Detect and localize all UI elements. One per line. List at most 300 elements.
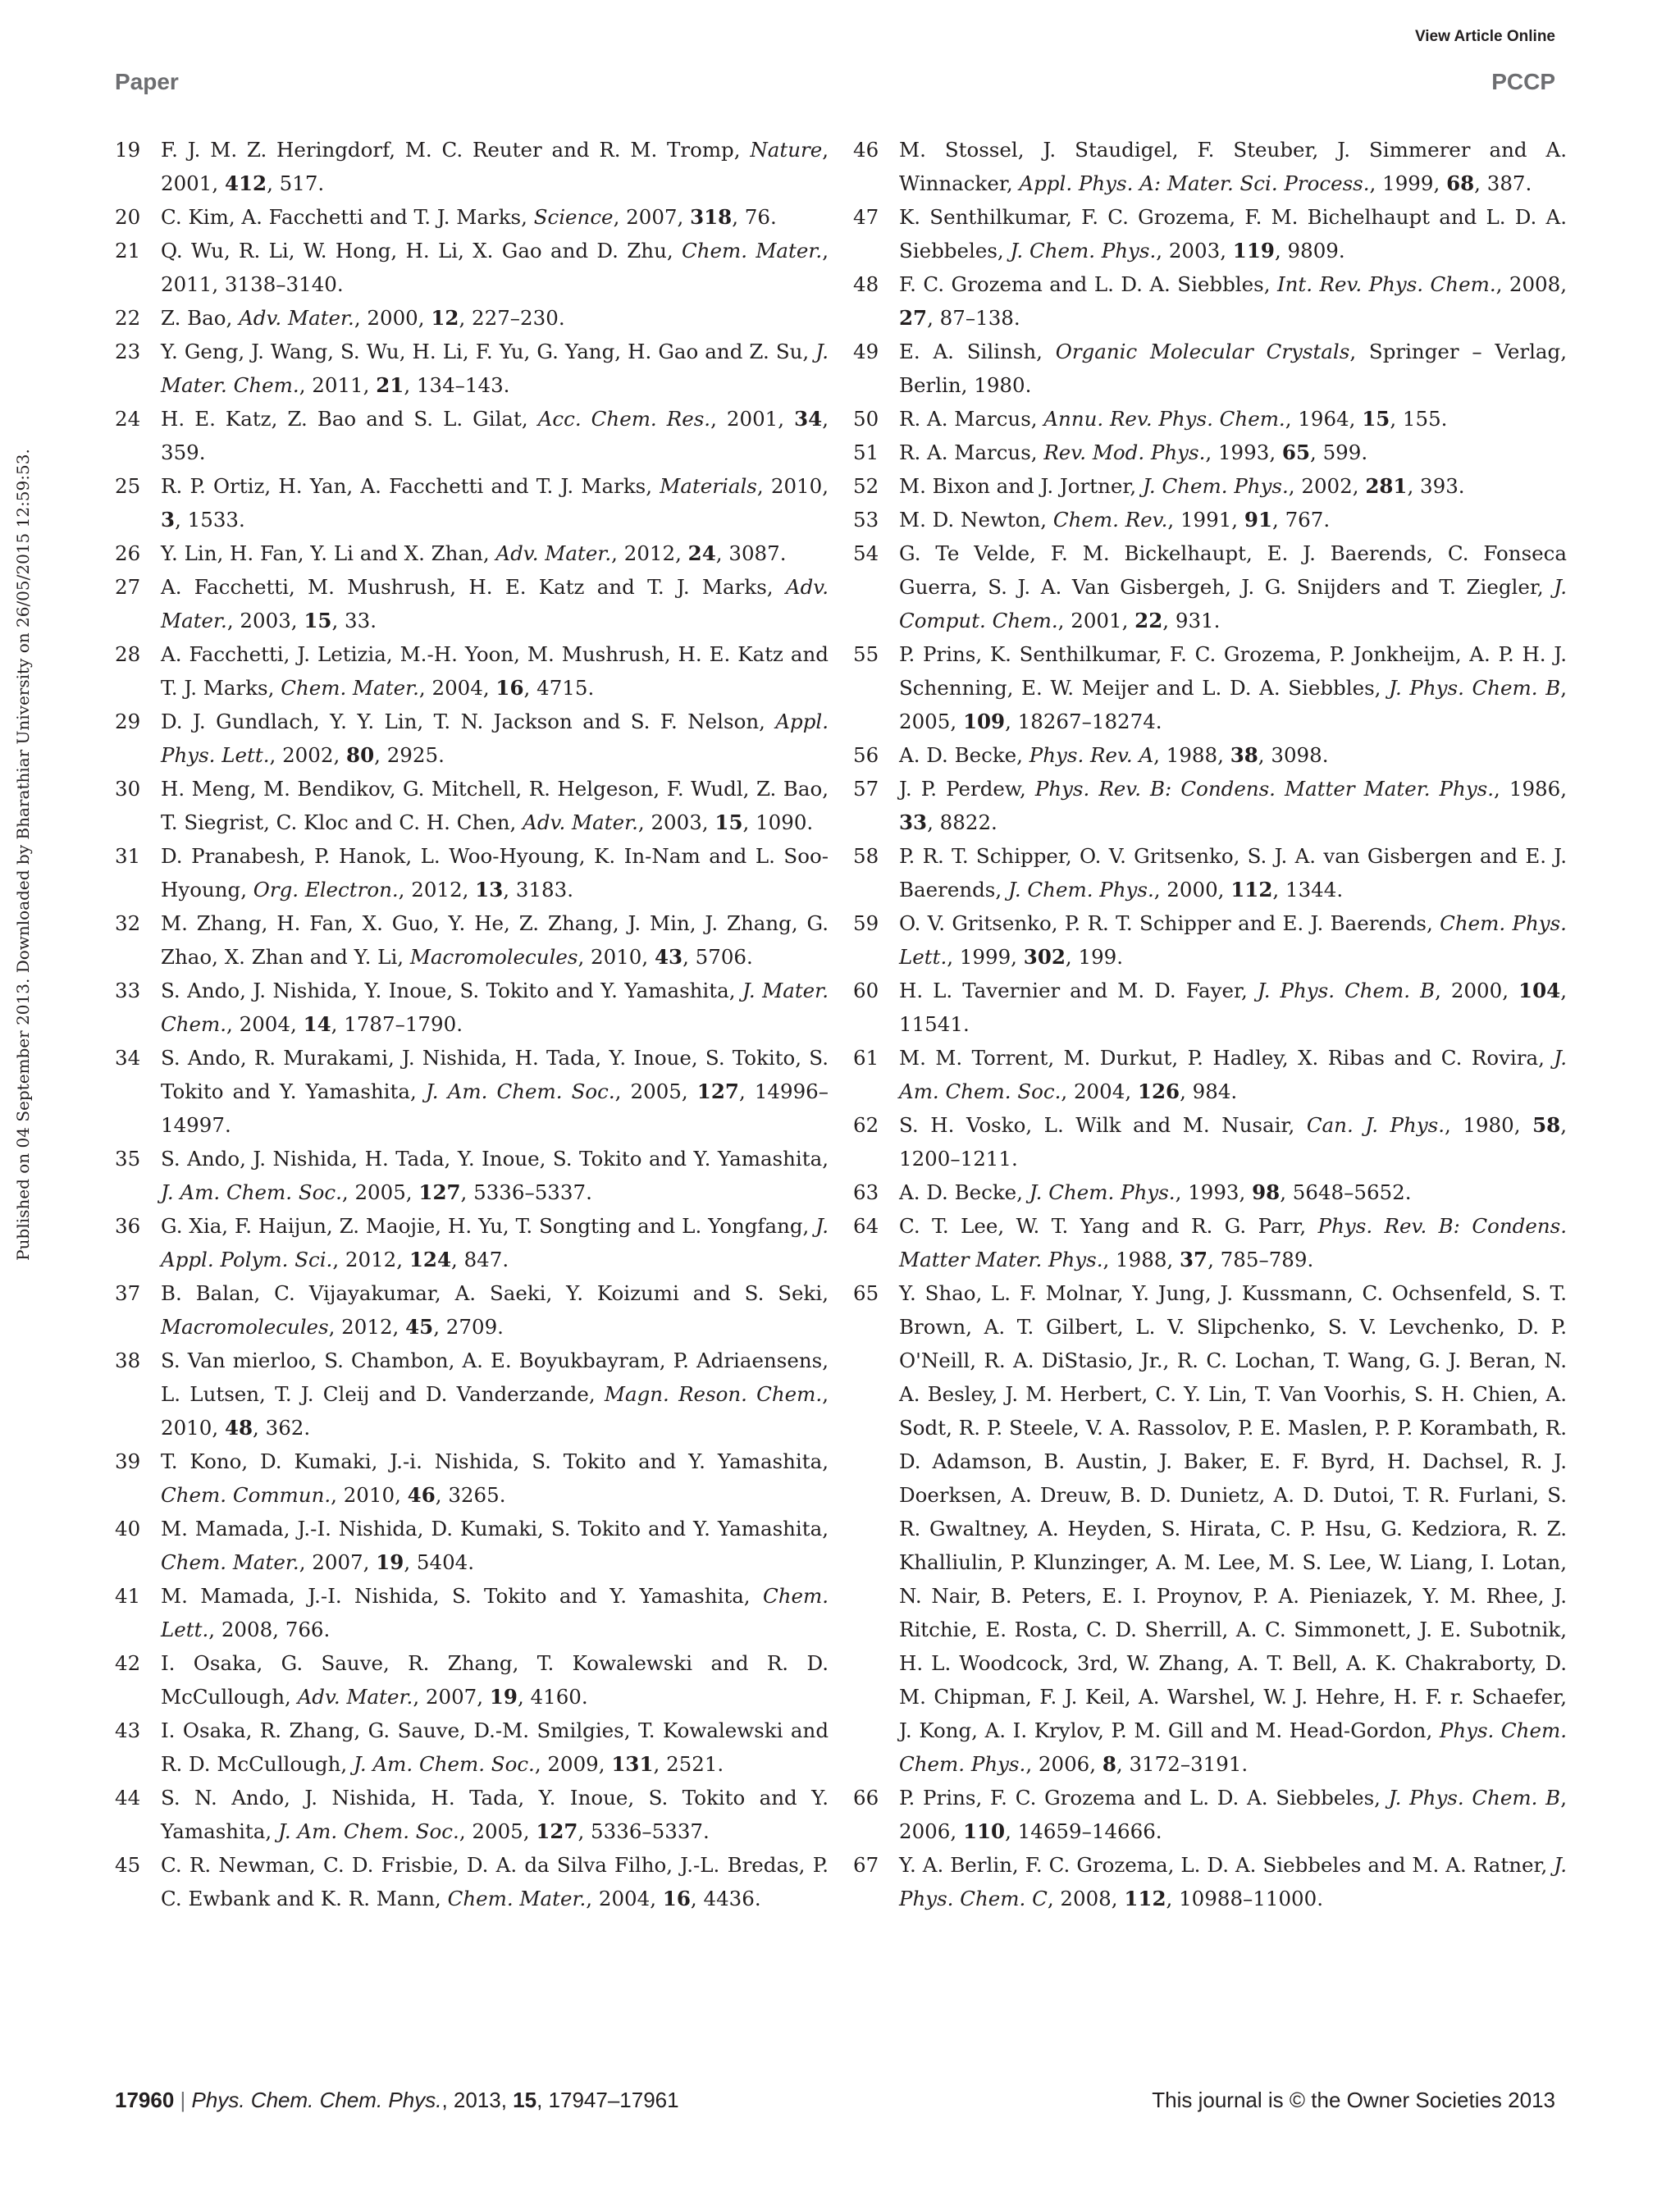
reference-segment: K. Senthilkumar, F. C. Grozema, F. M. Bichelhaupt and L. D. A. Siebbeles, bbox=[899, 205, 1567, 262]
reference-segment: , 5336–5337. bbox=[460, 1180, 592, 1204]
reference-segment: C. T. Lee, W. T. Yang and R. G. Parr, bbox=[899, 1214, 1318, 1238]
reference-segment: , 1999, bbox=[1369, 171, 1447, 195]
reference-segment: , 387. bbox=[1474, 171, 1532, 195]
reference-volume: 34 bbox=[794, 407, 823, 431]
reference-volume: 126 bbox=[1137, 1079, 1180, 1103]
reference-number: 32 bbox=[115, 911, 141, 935]
reference-text bbox=[899, 1848, 1567, 1915]
reference-segment: , 2009, bbox=[534, 1752, 612, 1776]
reference-journal: J. Phys. Chem. B bbox=[1388, 1786, 1561, 1810]
reference-text bbox=[161, 1781, 829, 1848]
reference-segment: Y. Shao, L. F. Molnar, Y. Jung, J. Kussmann, C. Ochsenfeld, S. T. Brown, A. T. Gilbert, L. V. Slipchenko, S. V. Levchenko, D. P. O'Neill, R. A. DiStasio, Jr., R. C. Lochan, T. Wang, G. J. Beran, N. A. Besley, J. M. Herbert, C. Y. Lin, T. Van Voorhis, S. H. Chien, A. Sodt, R. P. Steele, V. A. Rassolov, P. E. Maslen, P. P. Korambath, R. D. Adamson, B. Austin, J. Baker, E. F. Byrd, H. Dachsel, R. J. Doerksen, A. Dreuw, B. D. Dunietz, A. D. Dutoi, T. R. Furlani, S. R. Gwaltney, A. Heyden, S. Hirata, C. P. Hsu, G. Kedziora, R. Z. Khalliulin, P. Klunzinger, A. M. Lee, M. S. Lee, W. Liang, I. Lotan, N. Nair, B. Peters, E. I. Proynov, P. A. Pieniazek, Y. M. Rhee, J. Ritchie, E. Rosta, C. D. Sherrill, A. C. Simmonett, J. E. Subotnik, H. L. Woodcock, 3rd, W. Zhang, A. T. Bell, A. K. Chakraborty, D. M. Chipman, F. J. Keil, A. Warshel, W. J. Hehre, H. F. r. Schaefer, J. Kong, A. I. Krylov, P. M. Gill and M. Head-Gordon, bbox=[899, 1281, 1567, 1742]
reference-text bbox=[161, 335, 829, 402]
reference-number: 36 bbox=[115, 1214, 141, 1238]
reference-text bbox=[161, 839, 829, 906]
reference-segment: F. C. Grozema and L. D. A. Siebbles, bbox=[899, 272, 1277, 296]
reference-number: 26 bbox=[115, 541, 141, 565]
reference-journal: J. Am. Chem. Soc. bbox=[899, 1046, 1567, 1103]
reference-segment: , 2008, bbox=[1495, 272, 1567, 296]
reference-segment: A. D. Becke, bbox=[899, 1180, 1029, 1204]
reference-segment: D. Pranabesh, P. Hanok, L. Woo-Hyoung, K. In-Nam and L. Soo-Hyoung, bbox=[161, 844, 829, 901]
reference-journal: Adv. Mater. bbox=[523, 810, 638, 834]
reference-segment: Y. Lin, H. Fan, Y. Li and X. Zhan, bbox=[161, 541, 496, 565]
reference-segment: I. Osaka, R. Zhang, G. Sauve, D.-M. Smilgies, T. Kowalewski and R. D. McCullough, bbox=[161, 1718, 829, 1776]
reference-number: 30 bbox=[115, 777, 141, 801]
reference-journal: J. Am. Chem. Soc. bbox=[161, 1180, 342, 1204]
reference-segment: , 2005, bbox=[341, 1180, 419, 1204]
reference-segment: , 2000, bbox=[1153, 878, 1231, 901]
reference-number: 20 bbox=[115, 205, 141, 229]
reference-journal: Org. Electron. bbox=[253, 878, 399, 901]
reference-segment: , 2010, bbox=[578, 945, 655, 969]
reference-segment: P. Prins, F. C. Grozema and L. D. A. Siebbeles, bbox=[899, 1786, 1389, 1810]
reference-journal: J. Appl. Polym. Sci. bbox=[161, 1214, 829, 1271]
reference-segment: , 2006, bbox=[1025, 1752, 1102, 1776]
reference-journal: Annu. Rev. Phys. Chem. bbox=[1043, 407, 1285, 431]
reference-segment: R. A. Marcus, bbox=[899, 440, 1044, 464]
reference-segment: C. Kim, A. Facchetti and T. J. Marks, bbox=[161, 205, 534, 229]
reference-segment: M. Zhang, H. Fan, X. Guo, Y. He, Z. Zhang, J. Min, J. Zhang, G. Zhao, X. Zhan and Y. Li, bbox=[161, 911, 829, 969]
reference-journal: Chem. Mater. bbox=[681, 239, 823, 262]
reference-entry bbox=[115, 335, 829, 402]
footer-pages: , 17947–17961 bbox=[536, 2088, 679, 2112]
reference-segment: , 2709. bbox=[433, 1315, 504, 1339]
reference-segment: , 3265. bbox=[435, 1483, 506, 1507]
reference-number: 60 bbox=[853, 979, 879, 1002]
reference-segment: , 227–230. bbox=[459, 306, 565, 330]
reference-text bbox=[899, 335, 1567, 402]
reference-text bbox=[899, 503, 1567, 536]
reference-segment: , 2006, bbox=[899, 1786, 1567, 1843]
reference-volume: 27 bbox=[899, 306, 928, 330]
reference-volume: 104 bbox=[1518, 979, 1561, 1002]
reference-entry bbox=[853, 1781, 1567, 1848]
reference-entry bbox=[853, 1175, 1567, 1209]
footer-page-number: 17960 bbox=[115, 2088, 175, 2112]
reference-entry bbox=[115, 839, 829, 906]
reference-journal: J. Am. Chem. Soc. bbox=[425, 1079, 615, 1103]
reference-number: 49 bbox=[853, 340, 879, 363]
reference-text bbox=[899, 637, 1567, 738]
reference-entry bbox=[853, 1041, 1567, 1108]
reference-number: 34 bbox=[115, 1046, 141, 1070]
reference-segment: T. Kono, D. Kumaki, J.-i. Nishida, S. Tokito and Y. Yamashita, bbox=[161, 1449, 829, 1473]
reference-segment: , 10988–11000. bbox=[1166, 1887, 1324, 1910]
reference-segment: , 1993, bbox=[1175, 1180, 1253, 1204]
reference-segment: , 1787–1790. bbox=[331, 1012, 463, 1036]
reference-entry bbox=[115, 772, 829, 839]
reference-number: 40 bbox=[115, 1517, 141, 1540]
reference-text bbox=[161, 402, 829, 469]
reference-journal: Science bbox=[533, 205, 614, 229]
reference-entry bbox=[115, 301, 829, 335]
reference-number: 43 bbox=[115, 1718, 141, 1742]
reference-volume: 127 bbox=[696, 1079, 739, 1103]
reference-segment: S. H. Vosko, L. Wilk and M. Nusair, bbox=[899, 1113, 1307, 1137]
reference-volume: 33 bbox=[899, 810, 928, 834]
reference-journal: Adv. Mater. bbox=[495, 541, 612, 565]
reference-number: 50 bbox=[853, 407, 879, 431]
reference-text bbox=[161, 772, 829, 839]
reference-segment: , 2004, bbox=[418, 676, 496, 700]
reference-volume: 21 bbox=[376, 373, 404, 397]
reference-segment: , 1344. bbox=[1272, 878, 1344, 901]
reference-journal: Chem. Phys. Lett. bbox=[899, 911, 1567, 969]
reference-segment: , 5336–5337. bbox=[578, 1819, 710, 1843]
reference-segment: R. A. Marcus, bbox=[899, 407, 1044, 431]
reference-volume: 119 bbox=[1232, 239, 1275, 262]
reference-entry bbox=[115, 1445, 829, 1512]
reference-segment: , 18267–18274. bbox=[1005, 710, 1162, 733]
reference-number: 38 bbox=[115, 1349, 141, 1372]
reference-journal: Adv. Mater. bbox=[239, 306, 354, 330]
reference-segment: B. Balan, C. Vijayakumar, A. Saeki, Y. Koizumi and S. Seki, bbox=[161, 1281, 829, 1305]
reference-segment: , 33. bbox=[331, 609, 377, 632]
reference-text bbox=[161, 536, 829, 570]
reference-segment: , 76. bbox=[732, 205, 777, 229]
reference-journal: J. Am. Chem. Soc. bbox=[353, 1752, 535, 1776]
reference-volume: 37 bbox=[1180, 1248, 1208, 1271]
reference-text bbox=[161, 301, 829, 335]
reference-segment: S. Van mierloo, S. Chambon, A. E. Boyukbayram, P. Adriaensens, L. Lutsen, T. J. Cleij and D. Vanderzande, bbox=[161, 1349, 829, 1406]
reference-entry bbox=[115, 1142, 829, 1209]
reference-volume: 127 bbox=[536, 1819, 578, 1843]
reference-entry bbox=[115, 200, 829, 234]
reference-text bbox=[899, 974, 1567, 1041]
reference-segment: A. D. Becke, bbox=[899, 743, 1029, 767]
reference-journal: J. Phys. Chem. C bbox=[899, 1853, 1567, 1910]
reference-segment: , 2012, bbox=[398, 878, 476, 901]
reference-text bbox=[161, 1579, 829, 1646]
reference-number: 39 bbox=[115, 1449, 141, 1473]
reference-journal: Chem. Rev. bbox=[1052, 508, 1168, 532]
reference-volume: 124 bbox=[409, 1248, 451, 1271]
reference-number: 29 bbox=[115, 710, 141, 733]
reference-segment: Z. Bao, bbox=[161, 306, 240, 330]
reference-segment: , 2001, bbox=[710, 407, 795, 431]
reference-volume: 45 bbox=[405, 1315, 434, 1339]
reference-number: 62 bbox=[853, 1113, 879, 1137]
reference-entry bbox=[853, 200, 1567, 267]
reference-segment: , 1980, bbox=[1445, 1113, 1533, 1137]
reference-segment: , 5648–5652. bbox=[1280, 1180, 1412, 1204]
reference-text bbox=[899, 1175, 1567, 1209]
reference-journal: J. Chem. Phys. bbox=[1007, 878, 1154, 901]
reference-segment: , 14659–14666. bbox=[1005, 1819, 1162, 1843]
reference-segment: A. Facchetti, J. Letizia, M.-H. Yoon, M. Mushrush, H. E. Katz and T. J. Marks, bbox=[161, 642, 829, 700]
reference-segment: , 4160. bbox=[517, 1685, 588, 1709]
reference-segment: D. J. Gundlach, Y. Y. Lin, T. N. Jackson and S. F. Nelson, bbox=[161, 710, 776, 733]
reference-segment: P. Prins, K. Senthilkumar, F. C. Grozema, P. Jonkheijm, A. P. H. J. Schenning, E. W. Meijer and L. D. A. Siebbles, bbox=[899, 642, 1567, 700]
reference-segment: , 2000, bbox=[1435, 979, 1519, 1002]
reference-segment: S. Ando, J. Nishida, Y. Inoue, S. Tokito and Y. Yamashita, bbox=[161, 979, 742, 1002]
reference-segment: , 599. bbox=[1310, 440, 1368, 464]
reference-volume: 16 bbox=[662, 1887, 691, 1910]
reference-entry bbox=[853, 436, 1567, 469]
reference-segment: , 3087. bbox=[715, 541, 787, 565]
reference-segment: , 8822. bbox=[927, 810, 998, 834]
view-article-online-link[interactable]: View Article Online bbox=[1414, 28, 1555, 45]
reference-journal: Rev. Mod. Phys. bbox=[1043, 440, 1206, 464]
reference-number: 64 bbox=[853, 1214, 879, 1238]
reference-segment: S. N. Ando, J. Nishida, H. Tada, Y. Inoue, S. Tokito and Y. Yamashita, bbox=[161, 1786, 829, 1843]
reference-number: 51 bbox=[853, 440, 879, 464]
reference-volume: 15 bbox=[714, 810, 743, 834]
reference-text bbox=[161, 1848, 829, 1915]
reference-volume: 48 bbox=[224, 1416, 253, 1440]
reference-segment: M. Mamada, J.-I. Nishida, S. Tokito and Y. Yamashita, bbox=[161, 1584, 763, 1608]
reference-entry bbox=[853, 133, 1567, 200]
reference-segment: , 134–143. bbox=[404, 373, 510, 397]
reference-segment: , 2011, bbox=[299, 373, 377, 397]
reference-text bbox=[899, 772, 1567, 839]
reference-journal: Acc. Chem. Res. bbox=[537, 407, 711, 431]
reference-segment: , 517. bbox=[267, 171, 325, 195]
reference-segment: , 5706. bbox=[682, 945, 753, 969]
reference-entry bbox=[853, 267, 1567, 335]
reference-volume: 3 bbox=[161, 508, 176, 532]
reference-segment: , 2003, bbox=[226, 609, 304, 632]
reference-text bbox=[161, 1646, 829, 1714]
footer-volume: 15 bbox=[513, 2088, 537, 2112]
reference-number: 19 bbox=[115, 138, 141, 162]
reference-segment: , 2004, bbox=[586, 1887, 663, 1910]
reference-journal: Adv. Mater. bbox=[161, 575, 829, 632]
reference-segment: A. Facchetti, M. Mushrush, H. E. Katz and T. J. Marks, bbox=[161, 575, 786, 599]
reference-segment: , 847. bbox=[451, 1248, 509, 1271]
reference-volume: 68 bbox=[1446, 171, 1475, 195]
reference-segment: , 2925. bbox=[374, 743, 445, 767]
reference-text bbox=[899, 839, 1567, 906]
reference-segment: , 2003, bbox=[637, 810, 715, 834]
reference-text bbox=[899, 402, 1567, 436]
reference-volume: 8 bbox=[1102, 1752, 1116, 1776]
reference-entry bbox=[115, 637, 829, 705]
reference-text bbox=[899, 436, 1567, 469]
reference-journal: Phys. Chem. Chem. Phys. bbox=[899, 1718, 1567, 1776]
footer-copyright: This journal is © the Owner Societies 2013 bbox=[1152, 2088, 1555, 2112]
reference-text bbox=[899, 469, 1567, 503]
reference-number: 65 bbox=[853, 1281, 879, 1305]
reference-segment: , 1964, bbox=[1285, 407, 1363, 431]
reference-segment: M. M. Torrent, M. Durkut, P. Hadley, X. Ribas and C. Rovira, bbox=[899, 1046, 1554, 1070]
reference-volume: 127 bbox=[418, 1180, 461, 1204]
publication-sidebar-text: Published on 04 September 2013. Downloaded by Bharathiar University on 26/05/2015 12:59:53. bbox=[13, 449, 33, 1261]
reference-entry bbox=[853, 335, 1567, 402]
footer-journal: Phys. Chem. Chem. Phys. bbox=[191, 2088, 442, 2112]
reference-journal: Adv. Mater. bbox=[297, 1685, 413, 1709]
reference-text bbox=[161, 570, 829, 637]
reference-segment: , 1991, bbox=[1167, 508, 1244, 532]
reference-text bbox=[899, 1209, 1567, 1276]
footer-separator: | bbox=[180, 2088, 186, 2112]
reference-segment: C. R. Newman, C. D. Frisbie, D. A. da Silva Filho, J.-L. Bredas, P. C. Ewbank and K. R. Mann, bbox=[161, 1853, 829, 1910]
reference-segment: , 199. bbox=[1065, 945, 1124, 969]
reference-number: 27 bbox=[115, 575, 141, 599]
reference-volume: 13 bbox=[475, 878, 504, 901]
reference-entry bbox=[115, 1646, 829, 1714]
reference-number: 37 bbox=[115, 1281, 141, 1305]
reference-text bbox=[161, 1276, 829, 1344]
reference-volume: 112 bbox=[1124, 1887, 1166, 1910]
reference-segment: , 2005, bbox=[614, 1079, 697, 1103]
reference-volume: 14 bbox=[303, 1012, 331, 1036]
reference-entry bbox=[115, 536, 829, 570]
reference-entry bbox=[115, 1714, 829, 1781]
reference-text bbox=[161, 906, 829, 974]
reference-segment: , 4715. bbox=[523, 676, 595, 700]
reference-entry bbox=[115, 1848, 829, 1915]
reference-entry bbox=[853, 839, 1567, 906]
reference-entry bbox=[115, 570, 829, 637]
reference-segment: , 4436. bbox=[690, 1887, 761, 1910]
reference-segment: M. Stossel, J. Staudigel, F. Steuber, J. Simmerer and A. Winnacker, bbox=[899, 138, 1567, 195]
reference-segment: , 11541. bbox=[899, 979, 1567, 1036]
reference-entry bbox=[853, 906, 1567, 974]
reference-segment: , 3172–3191. bbox=[1116, 1752, 1249, 1776]
reference-segment: I. Osaka, G. Sauve, R. Zhang, T. Kowalewski and R. D. McCullough, bbox=[161, 1651, 829, 1709]
reference-number: 55 bbox=[853, 642, 879, 666]
reference-number: 56 bbox=[853, 743, 879, 767]
reference-segment: , 3183. bbox=[503, 878, 573, 901]
reference-segment: , 1988, bbox=[1102, 1248, 1180, 1271]
reference-entry bbox=[853, 503, 1567, 536]
reference-journal: Organic Molecular Crystals bbox=[1055, 340, 1350, 363]
reference-entry bbox=[853, 469, 1567, 503]
reference-text bbox=[899, 536, 1567, 637]
reference-text bbox=[161, 1445, 829, 1512]
reference-volume: 281 bbox=[1365, 474, 1408, 498]
reference-volume: 98 bbox=[1252, 1180, 1281, 1204]
reference-segment: , 1200–1211. bbox=[899, 1113, 1567, 1171]
reference-journal: Appl. Phys. A: Mater. Sci. Process. bbox=[1019, 171, 1370, 195]
reference-number: 23 bbox=[115, 340, 141, 363]
reference-volume: 38 bbox=[1230, 743, 1258, 767]
reference-text bbox=[899, 906, 1567, 974]
reference-journal: Int. Rev. Phys. Chem. bbox=[1276, 272, 1496, 296]
header-journal-label: PCCP bbox=[1491, 69, 1555, 94]
reference-segment: , 2005, bbox=[899, 676, 1567, 733]
reference-number: 35 bbox=[115, 1147, 141, 1171]
reference-number: 58 bbox=[853, 844, 879, 868]
reference-entry bbox=[853, 772, 1567, 839]
reference-segment: , 5404. bbox=[404, 1550, 475, 1574]
reference-volume: 15 bbox=[304, 609, 332, 632]
references-right-column bbox=[853, 133, 1567, 1915]
reference-number: 46 bbox=[853, 138, 879, 162]
reference-segment: , 1986, bbox=[1494, 777, 1568, 801]
reference-entry bbox=[115, 974, 829, 1041]
reference-journal: Phys. Rev. B: Condens. Matter Mater. Phys. bbox=[1034, 777, 1495, 801]
reference-entry bbox=[115, 906, 829, 974]
reference-entry bbox=[115, 234, 829, 301]
reference-number: 66 bbox=[853, 1786, 879, 1810]
reference-entry bbox=[853, 1276, 1567, 1781]
reference-segment: H. Meng, M. Bendikov, G. Mitchell, R. Helgeson, F. Wudl, Z. Bao, T. Siegrist, C. Kloc and C. H. Chen, bbox=[161, 777, 829, 834]
reference-entry bbox=[853, 738, 1567, 772]
reference-volume: 58 bbox=[1532, 1113, 1561, 1137]
reference-text bbox=[161, 1209, 829, 1276]
reference-entry bbox=[853, 1209, 1567, 1276]
reference-segment: , 2008, 766. bbox=[208, 1618, 331, 1641]
reference-number: 63 bbox=[853, 1180, 879, 1204]
reference-volume: 110 bbox=[962, 1819, 1006, 1843]
reference-journal: Chem. Mater. bbox=[447, 1887, 587, 1910]
reference-segment: , 984. bbox=[1180, 1079, 1238, 1103]
reference-number: 54 bbox=[853, 541, 879, 565]
reference-volume: 43 bbox=[654, 945, 683, 969]
reference-segment: , 3098. bbox=[1258, 743, 1329, 767]
reference-journal: J. Mater. Chem. bbox=[161, 340, 829, 397]
reference-entry bbox=[853, 637, 1567, 738]
reference-text bbox=[899, 267, 1567, 335]
reference-entry bbox=[115, 133, 829, 200]
footer-citation bbox=[115, 2088, 679, 2113]
reference-text bbox=[161, 1041, 829, 1142]
reference-segment: , 2008, bbox=[1047, 1887, 1125, 1910]
reference-text bbox=[161, 1344, 829, 1445]
reference-segment: , 1988, bbox=[1153, 743, 1230, 767]
reference-text bbox=[899, 1781, 1567, 1848]
reference-segment: , 155. bbox=[1390, 407, 1448, 431]
reference-volume: 22 bbox=[1134, 609, 1163, 632]
reference-text bbox=[161, 1142, 829, 1209]
reference-text bbox=[899, 738, 1567, 772]
reference-text bbox=[161, 1512, 829, 1579]
references-left-column bbox=[115, 133, 829, 1915]
reference-entry bbox=[115, 1209, 829, 1276]
reference-segment: , 1993, bbox=[1205, 440, 1282, 464]
reference-journal: Nature bbox=[750, 138, 823, 162]
reference-segment: , 785–789. bbox=[1208, 1248, 1314, 1271]
reference-segment: , 1999, bbox=[947, 945, 1024, 969]
reference-journal: Macromolecules bbox=[409, 945, 578, 969]
reference-segment: , 2010, bbox=[331, 1483, 408, 1507]
reference-volume: 19 bbox=[489, 1685, 518, 1709]
reference-number: 48 bbox=[853, 272, 879, 296]
reference-segment: , 2012, bbox=[328, 1315, 406, 1339]
reference-text bbox=[161, 469, 829, 536]
reference-volume: 65 bbox=[1281, 440, 1311, 464]
reference-text bbox=[899, 133, 1567, 200]
reference-journal: Macromolecules bbox=[161, 1315, 329, 1339]
reference-segment: , 87–138. bbox=[927, 306, 1020, 330]
reference-journal: Materials bbox=[660, 474, 757, 498]
reference-text bbox=[161, 974, 829, 1041]
reference-segment: , 767. bbox=[1272, 508, 1331, 532]
reference-entry bbox=[115, 1041, 829, 1142]
reference-segment: , Springer – Verlag, Berlin, 1980. bbox=[899, 340, 1567, 397]
reference-journal: J. Chem. Phys. bbox=[1010, 239, 1157, 262]
reference-segment: , 2007, bbox=[299, 1550, 377, 1574]
reference-volume: 16 bbox=[495, 676, 524, 700]
reference-segment: , 362. bbox=[253, 1416, 311, 1440]
reference-segment: S. Ando, J. Nishida, H. Tada, Y. Inoue, S. Tokito and Y. Yamashita, bbox=[161, 1147, 829, 1171]
reference-text bbox=[161, 705, 829, 772]
header-section-label: Paper bbox=[115, 69, 179, 94]
reference-entry bbox=[115, 402, 829, 469]
reference-segment: M. Bixon and J. Jortner, bbox=[899, 474, 1143, 498]
reference-text bbox=[899, 200, 1567, 267]
reference-text bbox=[899, 1041, 1567, 1108]
reference-text bbox=[161, 637, 829, 705]
reference-journal: Phys. Rev. A bbox=[1029, 743, 1154, 767]
reference-segment: , 2010, bbox=[756, 474, 829, 498]
reference-text bbox=[161, 200, 829, 234]
reference-journal: Appl. Phys. Lett. bbox=[161, 710, 829, 767]
reference-journal: Chem. Mater. bbox=[161, 1550, 299, 1574]
reference-volume: 15 bbox=[1362, 407, 1390, 431]
